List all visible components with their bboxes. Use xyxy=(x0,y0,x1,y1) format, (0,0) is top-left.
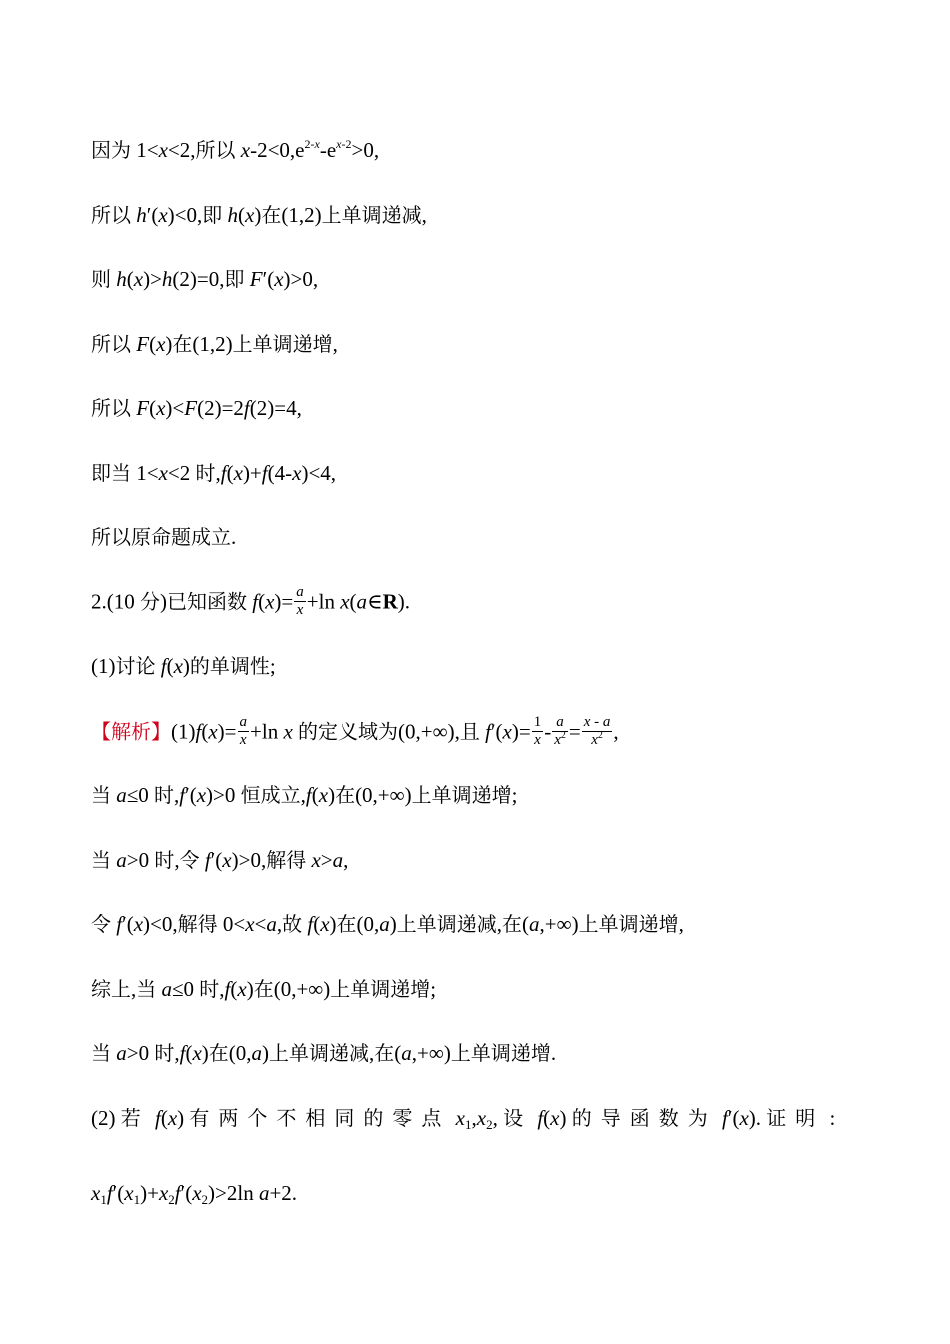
text-line-5: 所以 F(x)<F(2)=2f(2)=4, xyxy=(91,396,302,420)
text-line-6: 即当 1<x<2 时,f(x)+f(4-x)<4, xyxy=(91,461,337,485)
solution-line-1: 【解析】(1)f(x)= $\frac{a}{x}$ +ln x 的定义域为(0,+∞),且 f′(x)= $\frac{1}{x}$ - $\frac{a}{x^2}$ = $\frac{x - a}{x^2}$ , xyxy=(91,714,619,748)
question-part-1: (1)讨论 f(x)的单调性; xyxy=(91,654,276,678)
solution-line-6: 当 a>0 时,f(x)在(0,a)上单调递减,在(a,+∞)上单调递增. xyxy=(91,1041,557,1065)
fraction-a-over-x: $\frac{a}{x}$ xyxy=(296,584,304,618)
text-line-7: 所以原命题成立. xyxy=(91,525,237,549)
text-line-1: 因为 1<x<2,所以 $x-2<0,e^{2-x}-e^{x-2}>0$, xyxy=(91,137,380,162)
solution-line-5: 综上,当 a≤0 时,f(x)在(0,+∞)上单调递增; xyxy=(91,977,437,1001)
solution-line-4: 令 f′(x)<0,解得 0<x<a,故 f(x)在(0,a)上单调递减,在(a,+∞)上单调递增, xyxy=(91,912,684,936)
fraction-x-minus-a-over-x-squared: $\frac{x - a}{x^2}$ xyxy=(583,714,611,748)
fraction-a-over-x-squared: $\frac{a}{x^2}$ xyxy=(554,714,566,748)
solution-line-3: 当 a>0 时,令 f′(x)>0,解得 x>a, xyxy=(91,848,349,872)
text-line-3: 则 h(x)>h(2)=0,即 F′(x)>0, xyxy=(91,267,319,291)
question-part-2-inequality: $x_1f'(x_1)+x_2f'(x_2)>2\ln$ a+2. xyxy=(91,1181,298,1207)
question-part-2: (2) 若 f(x) 有两个不相同的零点 $x_1,x_2$, 设 f(x) 的导函数为 f′(x). 证明 : xyxy=(91,1106,836,1132)
solution-line-2: 当 a≤0 时,f′(x)>0 恒成立,f(x)在(0,+∞)上单调递增; xyxy=(91,783,518,807)
problem-2-statement: 2.(10 分)已知函数 f(x)= $\frac{a}{x}$ +ln x(a∈R). xyxy=(91,584,410,618)
fraction-a-over-x: $\frac{a}{x}$ xyxy=(239,714,248,748)
fraction-1-over-x: $\frac{1}{x}$ xyxy=(533,714,542,748)
solution-tag: 【解析】 xyxy=(91,719,171,744)
text-line-4: 所以 F(x)在(1,2)上单调递增, xyxy=(91,332,338,356)
text-line-2: 所以 h′(x)<0,即 h(x)在(1,2)上单调递减, xyxy=(91,203,427,227)
